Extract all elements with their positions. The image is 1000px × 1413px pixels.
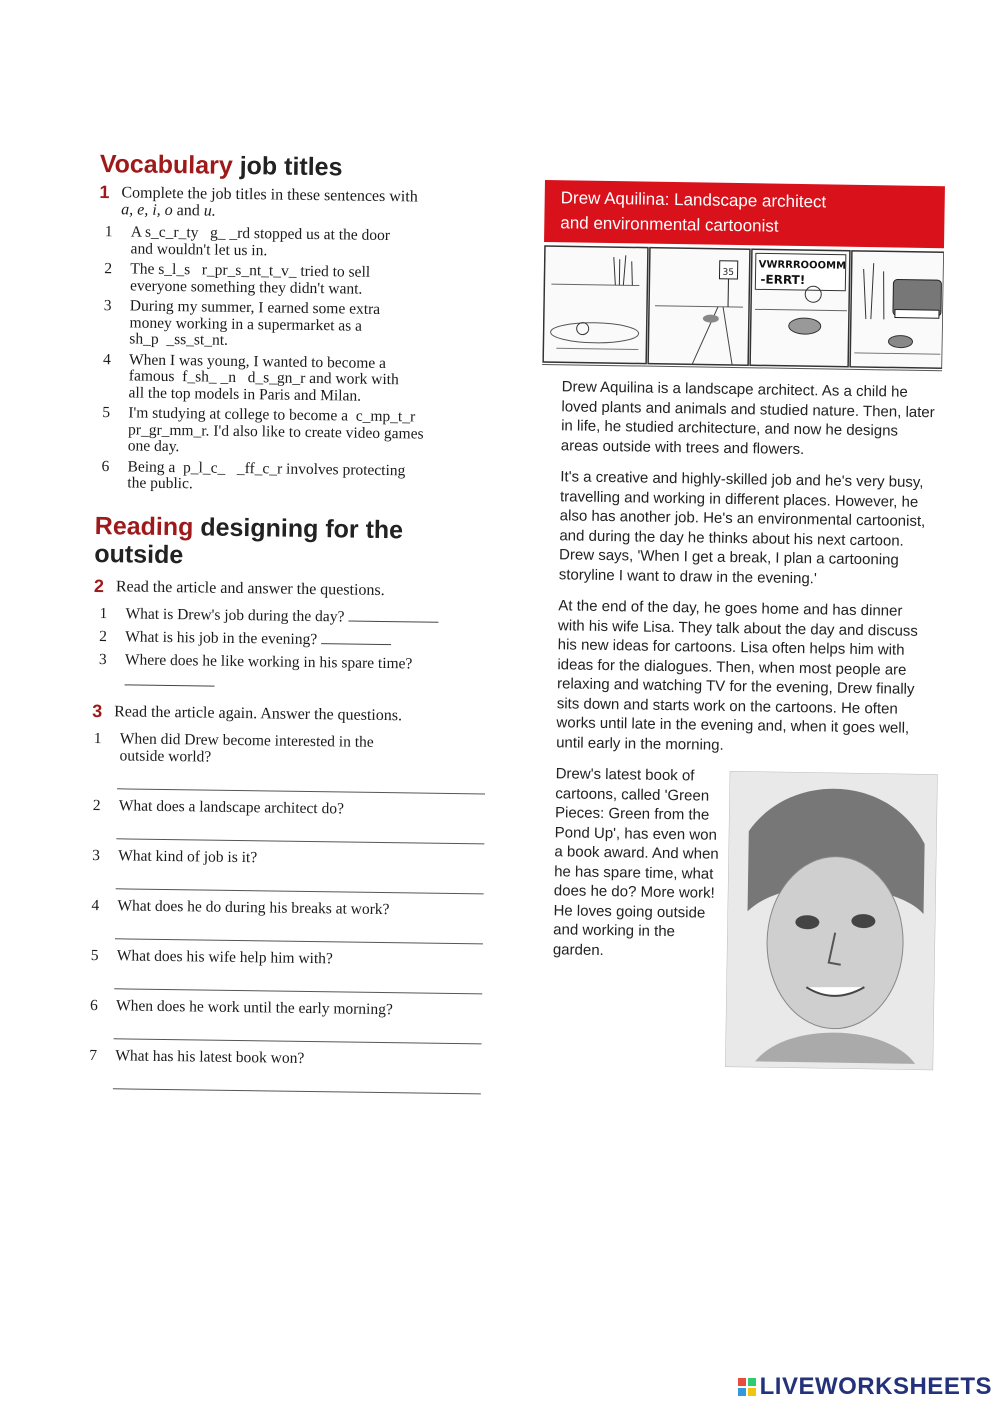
answer-blank[interactable] bbox=[125, 668, 215, 686]
answer-line[interactable] bbox=[114, 964, 482, 994]
list-item: 2 What does a landscape architect do? bbox=[90, 796, 511, 844]
list-item: 4 When I was young, I wanted to become a famous f_sh_ _n d_s_gn_r and work with all the top models in Paris and Milan. bbox=[102, 350, 399, 405]
list-item: 3 Where does he like working in his spare time? bbox=[92, 650, 512, 694]
answer-line[interactable] bbox=[114, 1014, 482, 1044]
article-body bbox=[533, 377, 942, 965]
list-item: 2 What is his job in the evening? bbox=[93, 627, 513, 650]
left-column bbox=[87, 150, 520, 1102]
answer-line[interactable] bbox=[116, 864, 484, 894]
article-banner: Drew Aquilina: Landscape architect and environmental cartoonist bbox=[544, 180, 945, 248]
comic-strip-image bbox=[542, 244, 944, 370]
answer-line[interactable] bbox=[116, 814, 484, 844]
article-paragraph: Drew Aquilina is a landscape architect. As a child he loved plants and animals and studied nature. Then, later in life, he studied architecture, and now he designs areas outside with trees and flowers. bbox=[560, 378, 935, 458]
exercise-1-list bbox=[95, 224, 519, 497]
exercise-3-instruction: 3 Read the article again. Answer the questions. bbox=[92, 700, 403, 724]
list-item: 5 I'm studying at college to become a c_mp_t_r pr_gr_mm_r. I'd also like to create video games one day. bbox=[102, 404, 424, 456]
exercise-number: 3 bbox=[92, 700, 103, 721]
article-column bbox=[531, 180, 945, 1070]
answer-line[interactable] bbox=[117, 764, 485, 794]
liveworksheets-logo: LIVEWORKSHEETS bbox=[738, 1373, 992, 1401]
exercise-number: 2 bbox=[93, 575, 105, 596]
vocabulary-heading: Vocabulary job titles bbox=[99, 150, 343, 182]
answer-line[interactable] bbox=[115, 914, 483, 944]
list-item: 5 What does his wife help him with? bbox=[88, 946, 509, 994]
list-item: 6 Being a p_l_c_ _ff_c_r involves protecting the public. bbox=[101, 457, 406, 493]
answer-line[interactable] bbox=[113, 1064, 481, 1094]
list-item: 6 When does he work until the early morning? bbox=[88, 996, 509, 1044]
answer-blank[interactable] bbox=[348, 608, 438, 622]
article-paragraph: It's a creative and highly-skilled job and he's very busy, travelling and working in different places. However, he also has another job. He's an environmental cartoonist, and during the day he thinks about his next cartoon. Drew says, 'When I get a break, I plan a cartooning storyline I want to draw in the evening.' bbox=[558, 468, 926, 587]
exercise-2-instruction: 2 Read the article and answer the questions. bbox=[93, 575, 385, 599]
exercise-1-instruction: 1 Complete the job titles in these sentences with a, e, i, o and u. bbox=[99, 181, 418, 220]
exercise-number: 1 bbox=[99, 181, 110, 203]
list-item: 1 What is Drew's job during the day? bbox=[93, 604, 513, 627]
exercise-2-list bbox=[92, 604, 513, 694]
reading-heading: Reading designing for the outside bbox=[94, 511, 404, 569]
comic-sound-effect-2: -ERRT! bbox=[760, 272, 806, 288]
list-item: 1 A s_c_r_ty g_ _rd stopped us at the door and wouldn't let us in. bbox=[104, 223, 391, 259]
article-paragraph: Drew's latest book of cartoons, called 'Green Pieces: Green from the Pond Up', has even won a book award. And when he has spare time, what does he do? More work! He loves going outside and working in the garden. bbox=[552, 765, 719, 959]
article-paragraph: At the end of the day, he goes home and has dinner with his wife Lisa. They talk about the day and discuss his new ideas for cartoons. Lisa often helps him with ideas for the dialogues. Then, when most people are relaxing and watching TV for the evening, Drew finally sits down and starts work on the cartoons. He often works until late in the evening and, when it goes well, until early in the morning. bbox=[556, 597, 919, 754]
logo-grid-icon bbox=[738, 1378, 756, 1396]
answer-blank[interactable] bbox=[321, 631, 391, 645]
list-item: 3 What kind of job is it? bbox=[90, 846, 511, 894]
list-item: 2 The s_l_s r_pr_s_nt_t_v_ tried to sell everyone something they didn't want. bbox=[104, 260, 371, 298]
comic-sign-text: 35 bbox=[722, 267, 735, 278]
exercise-3-list bbox=[87, 729, 512, 1094]
list-item: 3 During my summer, I earned some extra money working in a supermarket as a sh_p _ss_st_nt. bbox=[103, 297, 381, 349]
comic-sound-effect: VWRRROOOMM bbox=[758, 259, 847, 272]
drew-portrait-photo bbox=[725, 771, 938, 1070]
list-item: 4 What does he do during his breaks at work? bbox=[89, 896, 510, 944]
comic-strip bbox=[542, 244, 944, 371]
list-item: 1 When did Drew become interested in the outside world? bbox=[91, 729, 512, 794]
list-item: 7 What has his latest book won? bbox=[87, 1046, 508, 1094]
